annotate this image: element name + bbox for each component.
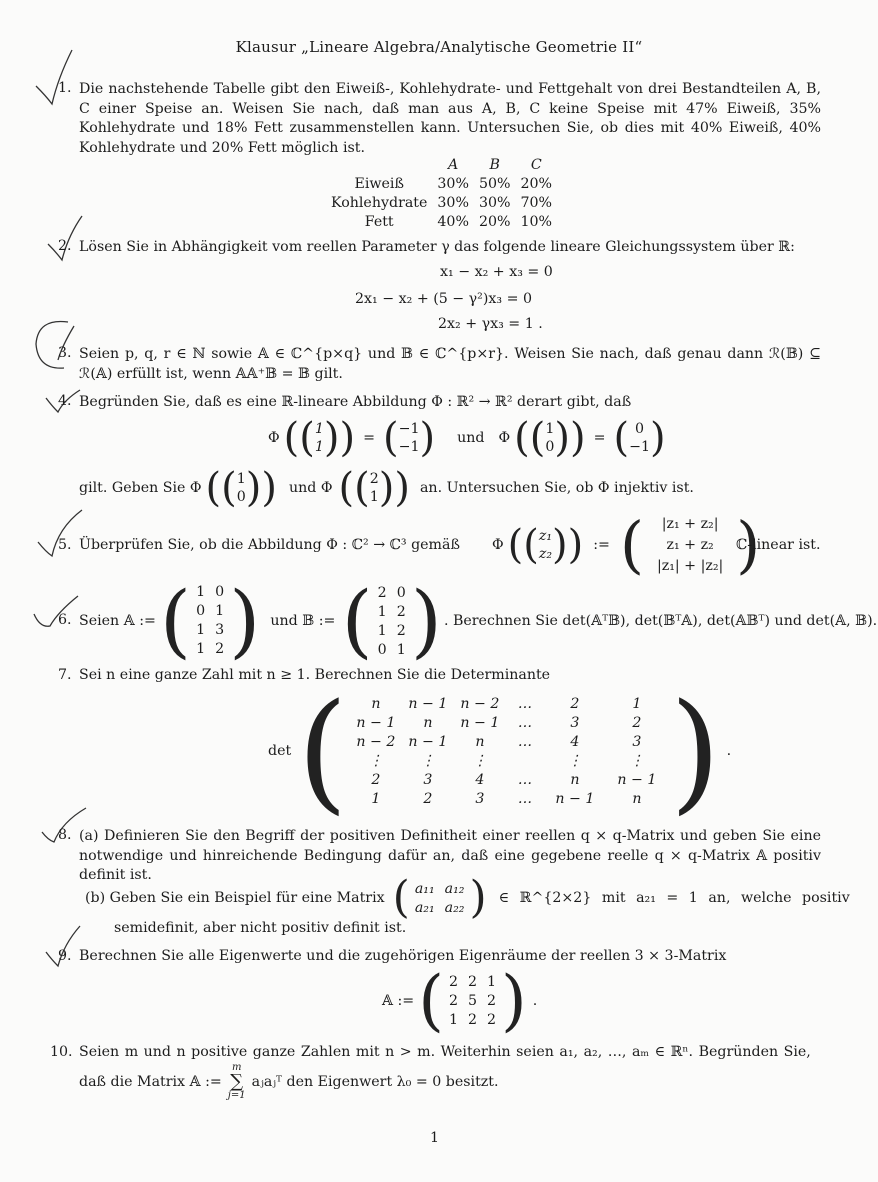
matrix-row — [191, 602, 229, 621]
nutrient-table — [326, 155, 557, 231]
matrix-entry: ⋮ — [368, 752, 383, 769]
matrix-entry: 1 — [196, 584, 206, 600]
paren-right: )) — [552, 522, 584, 568]
matrix-row — [373, 583, 411, 602]
vector-z — [539, 527, 552, 563]
paren-right: )) — [378, 465, 410, 511]
problem-8b-line — [85, 874, 850, 922]
table-cell: 70% — [520, 194, 553, 211]
matrix-row — [410, 898, 470, 917]
matrix-a — [191, 583, 229, 659]
matrix-entry: 3 — [475, 790, 485, 807]
vector-entry: |z₁ + z₂| — [661, 515, 719, 532]
matrix-row — [350, 713, 668, 732]
matrix-entry: 5 — [467, 993, 477, 1009]
problem-6-number: 6. — [58, 612, 72, 628]
matrix-3x3 — [444, 973, 501, 1030]
matrix-row — [191, 640, 229, 659]
paren-left: (( — [514, 415, 546, 461]
und-b-text: und 𝔹 := — [270, 613, 336, 629]
matrix-entry: 2 — [487, 1012, 497, 1028]
matrix-entry: n — [371, 695, 381, 712]
matrix-entry: ⋮ — [472, 752, 487, 769]
vector-q1 — [237, 470, 246, 506]
matrix-entry: 0 — [215, 584, 225, 600]
matrix-row — [191, 621, 229, 640]
problem-3-text: Seien p, q, r ∈ ℕ sowie 𝔸 ∈ ℂ^{p×q} und 𝔹 ∈ ℂ^{p×r}. Weisen Sie nach, daß genau dann ℛ(𝔹) ⊆ ℛ(𝔸) erfüllt ist, wenn 𝔸𝔸⁺𝔹 = 𝔹 gilt. — [79, 346, 821, 382]
vector-result-1 — [399, 420, 420, 456]
matrix-entry: 1 — [487, 974, 497, 990]
matrix-entry: n − 1 — [408, 733, 448, 750]
table-cell: 30% — [437, 175, 469, 192]
matrix-entry: 3 — [215, 622, 225, 638]
table-cell: 20% — [478, 213, 511, 230]
matrix-entry: ⋮ — [629, 752, 644, 769]
matrix-entry: n — [475, 733, 485, 750]
vector-1 — [315, 420, 324, 456]
vector-2 — [545, 420, 554, 456]
matrix-entry: 1 — [371, 790, 381, 807]
problem-10-text-2b: aⱼaⱼᵀ den Eigenwert λ₀ = 0 besitzt. — [251, 1074, 499, 1090]
paren-right: )) — [245, 465, 277, 511]
paren-right: ) — [669, 675, 721, 827]
matrix-entry: n − 1 — [617, 771, 657, 788]
matrix-entry: ⋮ — [567, 752, 582, 769]
paren-left: ( — [418, 962, 444, 1039]
paren-right: )) — [554, 415, 586, 461]
matrix-entry: a₂₂ — [444, 899, 465, 916]
paren-left: (( — [283, 415, 315, 461]
vector-entry: −1 — [629, 439, 651, 455]
phi-equation-1 — [268, 414, 666, 462]
det-matrix — [350, 694, 668, 808]
problem-6-line — [79, 574, 878, 667]
matrix-entry: … — [517, 771, 532, 788]
vector-entry: 0 — [545, 439, 555, 455]
paren-left: (( — [507, 522, 539, 568]
matrix-entry: a₂₁ — [414, 899, 435, 916]
equation-2: 2x₁ − x₂ + (5 − γ²)x₃ = 0 — [355, 291, 533, 307]
matrix-entry: a₁₂ — [444, 880, 465, 897]
matrix-entry: 2 — [377, 584, 387, 601]
matrix-entry: 4 — [570, 733, 580, 750]
equation-3: 2x₂ + γx₃ = 1 . — [438, 316, 543, 332]
table-cell: 50% — [478, 175, 511, 192]
problem-8b-text-2: ∈ ℝ^{2×2} mit a₂₁ = 1 an, welche positiv — [498, 890, 850, 906]
matrix-row — [444, 992, 501, 1011]
vector-entry: |z₁| + |z₂| — [656, 557, 724, 574]
problem-6-end-text: . Berechnen Sie det(𝔸ᵀ𝔹), det(𝔹ᵀ𝔸), det(𝔸𝔹ᵀ) und det(𝔸, 𝔹). — [443, 613, 878, 629]
problem-8b-text-3: semidefinit, aber nicht positiv definit ist. — [114, 920, 407, 936]
paren-right: )) — [323, 415, 356, 461]
paren-left: ( — [619, 508, 645, 581]
table-cell: 10% — [520, 213, 553, 230]
matrix-row — [373, 602, 411, 621]
problem-7-number: 7. — [58, 667, 72, 683]
matrix-entry: 3 — [570, 714, 580, 731]
paren-left: (( — [338, 465, 370, 511]
problem-9-matrix-block — [382, 962, 538, 1039]
paren-left: ( — [383, 415, 399, 461]
paren-right: ) — [736, 508, 761, 581]
equals-sign: = — [363, 430, 375, 446]
problem-8a-text: (a) Definieren Sie den Begriff der positiven Definitheit einer reellen q × q-Matrix und geben Sie eine notwendige und hinreichende Bedingung dafür an, daß eine gegebene reelle q × q-Matrix 𝔸 positiv definit ist. — [79, 828, 821, 883]
matrix-entry: n — [632, 790, 642, 807]
matrix-entry: … — [517, 790, 532, 807]
matrix-entry: 2 — [467, 1012, 477, 1028]
define-sign: := — [593, 537, 610, 553]
matrix-entry: n − 2 — [460, 695, 500, 712]
matrix-row — [350, 770, 668, 789]
matrix-row — [350, 751, 668, 770]
sum-upper-limit: m — [231, 1062, 242, 1073]
vector-q2 — [370, 470, 379, 506]
matrix-entry: 2 — [371, 771, 381, 788]
paren-left: (( — [205, 465, 237, 511]
vector-entry: 1 — [314, 439, 324, 455]
problem-9-number: 9. — [58, 948, 72, 964]
row-label: Kohlehydrate — [331, 194, 428, 211]
matrix-entry: n − 1 — [555, 790, 595, 807]
matrix-entry: 1 — [377, 622, 387, 639]
matrix-entry: 1 — [196, 622, 206, 638]
matrix-entry: … — [517, 733, 532, 750]
phi-definition — [492, 508, 761, 581]
matrix-entry: 2 — [570, 695, 580, 712]
matrix-entry: 1 — [396, 641, 406, 658]
sum-sign: ∑ — [230, 1071, 244, 1092]
paren-left: ( — [392, 872, 410, 923]
vector-entry: 0 — [635, 421, 645, 437]
matrix-row — [444, 973, 501, 992]
matrix-entry: 2 — [396, 622, 406, 639]
seien-text: Seien 𝔸 := — [79, 613, 156, 629]
phi-symbol: Φ — [492, 537, 504, 553]
vector-result-2 — [629, 420, 650, 456]
problem-10-text-2a: daß die Matrix 𝔸 := — [79, 1074, 222, 1090]
paren-right: ) — [650, 415, 666, 461]
matrix-entry: 2 — [423, 790, 433, 807]
equals-sign: = — [593, 430, 606, 446]
matrix-entry: n − 2 — [356, 733, 396, 750]
problem-1-number: 1. — [58, 80, 72, 96]
matrix-entry: 2 — [487, 993, 497, 1009]
column-header-a: A — [448, 156, 459, 173]
matrix-a2x2 — [410, 879, 470, 917]
problem-8-number: 8. — [58, 827, 72, 843]
table-cell: 30% — [437, 194, 469, 211]
matrix-entry: n − 1 — [460, 714, 500, 731]
matrix-entry: 2 — [467, 974, 477, 990]
paren-right: ) — [419, 415, 436, 461]
matrix-b — [373, 583, 411, 659]
matrix-entry: ⋮ — [420, 752, 435, 769]
column-header-c: C — [530, 156, 542, 173]
matrix-entry: 2 — [448, 974, 458, 990]
table-cell: 20% — [520, 175, 553, 192]
paren-right: ) — [410, 574, 442, 667]
det-label: det — [268, 743, 292, 759]
vector-entry: −1 — [398, 439, 420, 455]
matrix-entry: n − 1 — [408, 695, 448, 712]
sum-lower-limit: j=1 — [227, 1090, 246, 1101]
gilt-text: gilt. Geben Sie Φ — [79, 480, 202, 496]
problem-4-end-text: an. Untersuchen Sie, ob Φ injektiv ist. — [419, 480, 694, 496]
problem-4-text: Begründen Sie, daß es eine ℝ-lineare Abbildung Φ : ℝ² → ℝ² derart gibt, daß — [79, 394, 632, 410]
matrix-entry — [506, 751, 544, 770]
problem-8b-text: (b) Geben Sie ein Beispiel für eine Matrix — [85, 890, 385, 906]
matrix-row — [191, 583, 229, 602]
matrix-entry: 1 — [448, 1012, 458, 1028]
problem-10-number: 10. — [50, 1044, 73, 1060]
matrix-row — [410, 879, 470, 898]
vector-entry: 1 — [545, 421, 555, 437]
und-phi-text: und Φ — [289, 480, 333, 496]
matrix-entry: 2 — [448, 993, 458, 1009]
matrix-row — [350, 732, 668, 751]
phi-symbol: Φ — [268, 430, 280, 446]
problem-10-line-2 — [79, 1060, 498, 1104]
problem-2-text: Lösen Sie in Abhängigkeit vom reellen Parameter γ das folgende lineare Gleichungssystem über ℝ: — [79, 239, 795, 255]
matrix-entry: n — [423, 714, 433, 731]
period: . — [726, 743, 732, 759]
problem-7-text: Sei n eine ganze Zahl mit n ≥ 1. Berechnen Sie die Determinante — [79, 667, 551, 683]
paren-left: ( — [613, 415, 630, 461]
matrix-row — [350, 694, 668, 713]
matrix-entry: n − 1 — [356, 714, 396, 731]
paren-right: ) — [469, 872, 487, 923]
vector-entry: 1 — [236, 471, 246, 487]
matrix-entry: 0 — [196, 603, 206, 619]
matrix-row — [373, 640, 411, 659]
vector-entry: 0 — [236, 489, 246, 505]
matrix-entry: 1 — [215, 603, 225, 619]
vector-entry: z₁ — [538, 528, 553, 544]
vector-result — [644, 514, 736, 577]
equation-1: x₁ − x₂ + x₃ = 0 — [440, 264, 553, 280]
determinant — [268, 675, 732, 827]
vector-entry: z₁ + z₂ — [666, 536, 714, 553]
matrix-entry: 3 — [632, 733, 642, 750]
row-label: Fett — [364, 213, 394, 230]
exam-title: Klausur „Lineare Algebra/Analytische Geometrie II“ — [235, 38, 643, 56]
vector-entry: −1 — [398, 421, 420, 437]
problem-5-number: 5. — [58, 537, 72, 553]
matrix-label: 𝔸 := — [382, 993, 415, 1009]
matrix-entry: n — [570, 771, 580, 788]
matrix-entry: 0 — [396, 584, 406, 601]
matrix-entry: 2 — [632, 714, 642, 731]
vector-entry: z₂ — [538, 546, 553, 562]
paren-right: ) — [229, 574, 261, 667]
problem-2-number: 2. — [58, 238, 72, 254]
matrix-entry: 2 — [396, 603, 406, 620]
problem-10-text-1: Seien m und n positive ganze Zahlen mit n > m. Weiterhin seien a₁, a₂, …, aₘ ∈ ℝⁿ. Begründen Sie, — [79, 1044, 811, 1060]
table-cell: 30% — [478, 194, 511, 211]
period: . — [532, 993, 538, 1009]
matrix-entry: … — [517, 714, 532, 731]
table-cell: 40% — [437, 213, 469, 230]
table-row — [326, 193, 557, 212]
column-header-b: B — [489, 156, 500, 173]
phi-question-line — [79, 464, 694, 512]
paren-left: ( — [297, 675, 348, 827]
problem-5-text: Überprüfen Sie, ob die Abbildung Φ : ℂ² → ℂ³ gemäß — [79, 537, 460, 553]
problem-9-text: Berechnen Sie alle Eigenwerte und die zugehörigen Eigenräume der reellen 3 × 3-Matrix — [79, 948, 727, 964]
matrix-entry: … — [517, 695, 532, 712]
problem-4-number: 4. — [58, 393, 72, 409]
table-row — [326, 174, 557, 193]
page-number: 1 — [430, 1130, 440, 1146]
row-label: Eiweiß — [354, 175, 404, 192]
matrix-entry: 1 — [196, 641, 206, 657]
paren-left: ( — [341, 574, 373, 667]
table-row — [326, 212, 557, 231]
matrix-row — [373, 621, 411, 640]
matrix-entry: 3 — [423, 771, 433, 788]
sum-symbol — [228, 1063, 246, 1101]
problem-1-text: Die nachstehende Tabelle gibt den Eiweiß-, Kohlehydrate- und Fettgehalt von drei Bestandteilen A, B, C einer Speise an. Weisen Sie nach, daß man aus A, B, C keine Speise mit 47% Eiweiß, 35% Kohlehydrate und 18% Fett zusammenstellen kann. Untersuchen Sie, ob dies mit 40% Eiweiß, 40% Kohlehydrate und 20% Fett möglich ist. — [79, 81, 821, 156]
phi-symbol: Φ — [498, 430, 511, 446]
matrix-row — [444, 1011, 501, 1030]
vector-entry: 1 — [369, 489, 379, 505]
matrix-entry: a₁₁ — [414, 880, 435, 897]
vector-entry: 1 — [314, 421, 324, 437]
matrix-row — [350, 789, 668, 808]
vector-entry: 2 — [369, 471, 379, 487]
matrix-entry: 2 — [215, 641, 225, 657]
paren-left: ( — [159, 574, 192, 667]
matrix-entry: 0 — [377, 641, 387, 658]
handwritten-checkmark-1 — [34, 48, 74, 108]
paren-right: ) — [501, 962, 527, 1039]
matrix-entry: 4 — [475, 771, 485, 788]
problem-5-end-text: ℂ-linear ist. — [736, 537, 821, 553]
matrix-entry: 1 — [632, 695, 642, 712]
und-label: und — [457, 430, 485, 446]
problem-3-number: 3. — [58, 345, 72, 361]
matrix-entry: 1 — [377, 603, 387, 620]
